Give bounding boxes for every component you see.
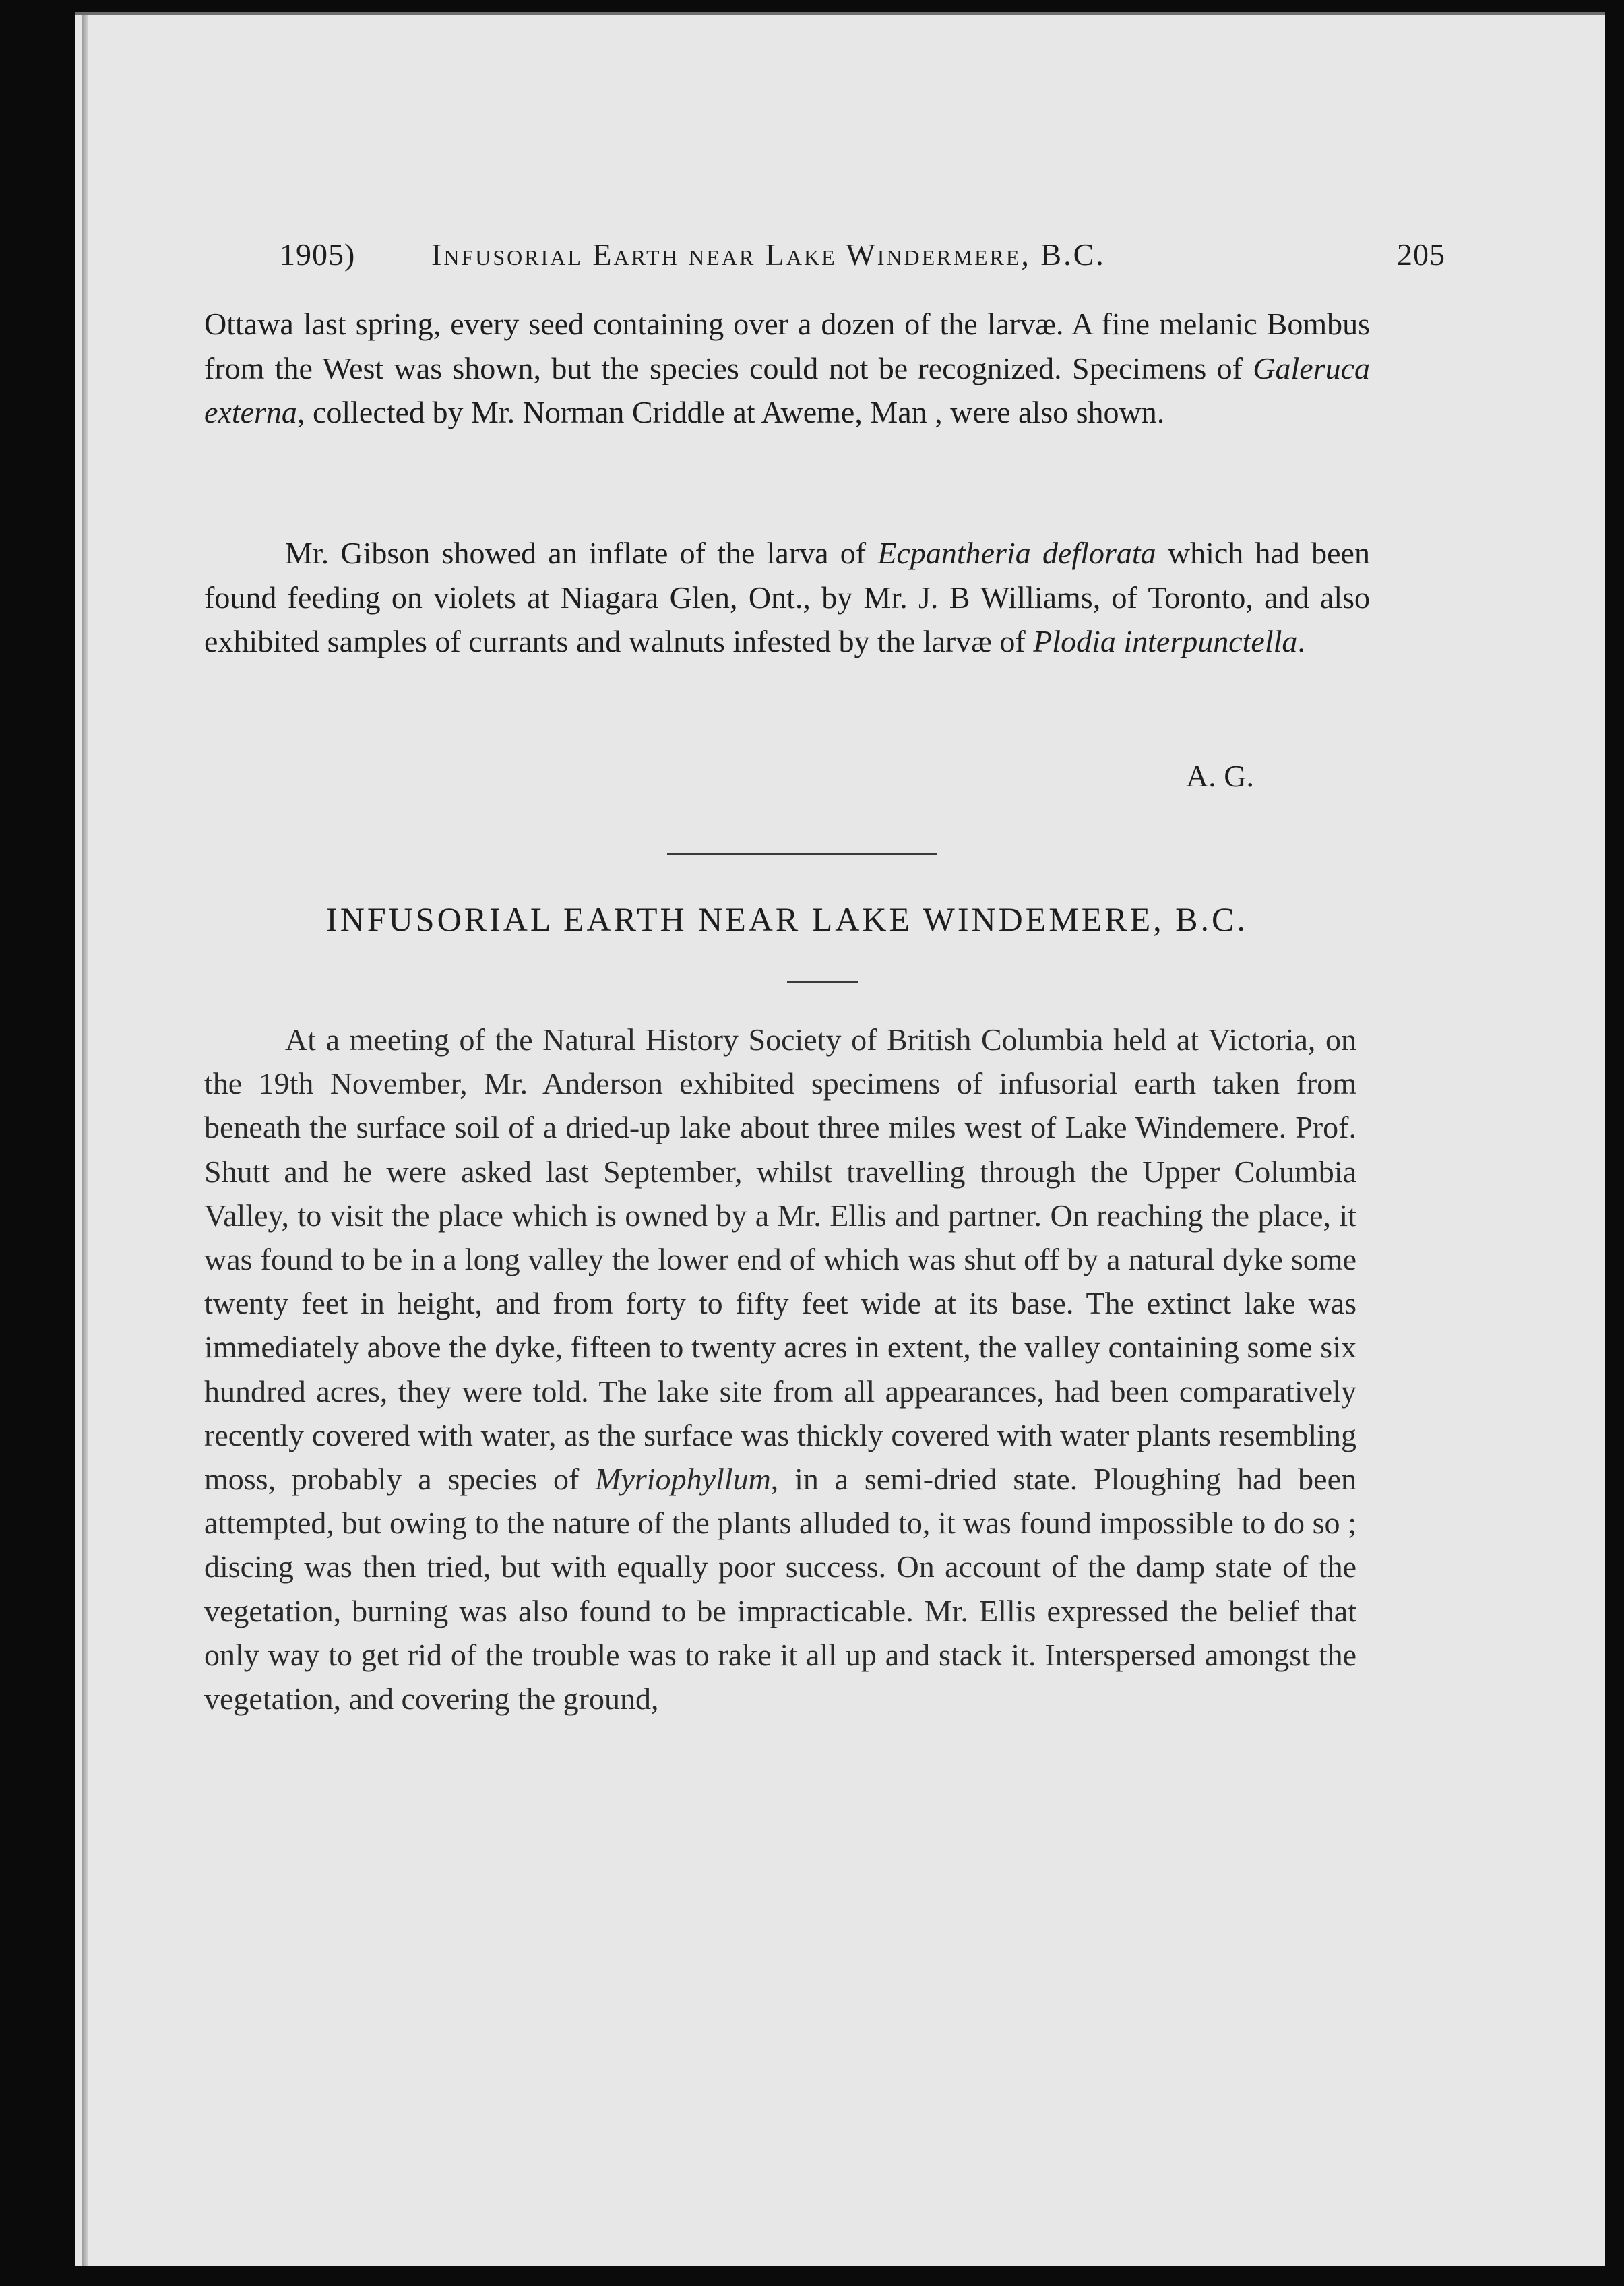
header-title: Infusorial Earth near Lake Windermere, B.C. <box>431 237 1106 272</box>
article-heading: INFUSORIAL EARTH NEAR LAKE WINDEMERE, B.C. <box>326 900 1248 938</box>
continued-paragraph-1: Ottawa last spring, every seed containing over a dozen of the larvæ. A fine melanic Bombus from the West was shown, but the species could not be recognized. Specimens of Galeruca externa, collected by Mr. Norman Criddle at Aweme, Man , were also shown. <box>204 307 1370 429</box>
article-body: At a meeting of the Natural History Society of British Columbia held at Victoria, on the 19th November, Mr. Anderson exhibited specimens of infusorial earth taken from beneath the surface soil of a dried-up lake about three miles west of Lake Windemere. Prof. Shutt and he were asked last September, whilst travelling through the Upper Columbia Valley, to visit the place which is owned by a Mr. Ellis and partner. On reaching the place, it was found to be in a long valley the lower end of which was shut off by a natural dyke some twenty feet in height, and from forty to fifty feet wide at its base. The extinct lake was immediately above the dyke, fifteen to twenty acres in extent, the valley containing some six hundred acres, they were told. The lake site from all appearances, had been comparatively recently covered with water, as the surface was thickly covered with water plants resembling moss, probably a species of Myriophyllum, in a semi-dried state. Ploughing had been attempted, but owing to the nature of the plants alluded to, it was found impossible to do so ; discing was then tried, but with equally poor success. On account of the damp state of the vegetation, burning was also found to be impracticable. Mr. Ellis expressed the belief that only way to get rid of the trouble was to rake it all up and stack it. Interspersed amongst the vegetation, and covering the ground, <box>204 1022 1356 1717</box>
species-name: Galeruca externa <box>204 350 1370 429</box>
species-name: Plodia interpunctella <box>1033 624 1298 658</box>
continued-paragraph-2: Mr. Gibson showed an inflate of the larva of Ecpantheria deflorata which had been found feeding on violets at Niagara Glen, Ont., by Mr. J. B Williams, of Toronto, and also exhibited samples of currants and walnuts infested by the larvæ of Plodia interpunctella. <box>204 536 1370 658</box>
heading-rule <box>787 981 858 983</box>
page-number: 205 <box>1397 237 1445 272</box>
section-divider <box>667 853 937 855</box>
header-year: 1905) <box>280 237 356 272</box>
species-name: Ecpantheria deflorata <box>877 536 1156 570</box>
species-name: Myriophyllum <box>595 1462 771 1497</box>
author-initials: A. G. <box>1186 759 1254 793</box>
